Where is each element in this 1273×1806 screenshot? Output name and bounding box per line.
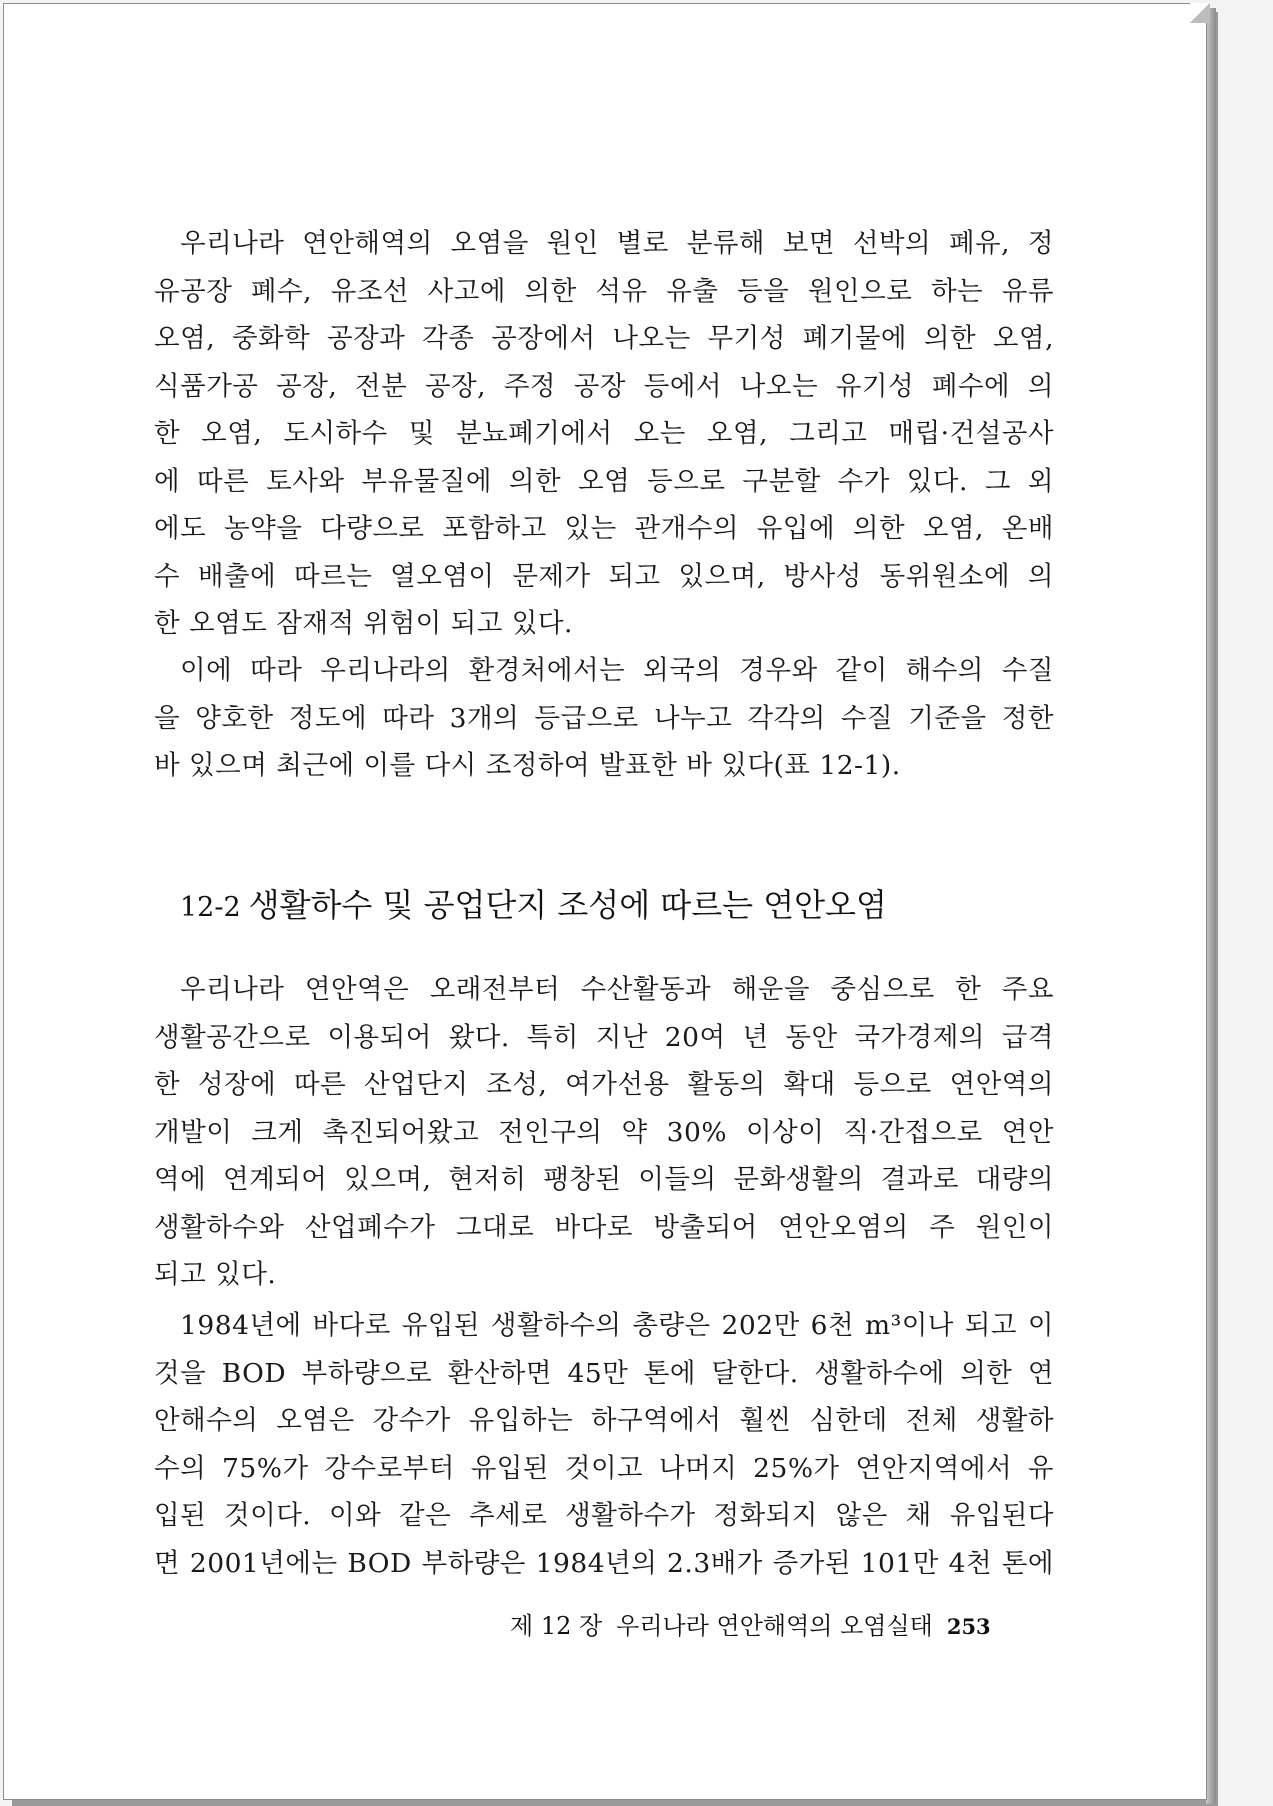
text-line: 바 있으며 최근에 이를 다시 조정하여 발표한 바 있다(표 12-1). — [154, 750, 901, 781]
running-footer — [510, 1606, 991, 1641]
section-title-text: 생활하수 및 공업단지 조성에 따르는 연안오염 — [248, 886, 887, 924]
paragraph-sewage-statistics — [154, 1302, 1054, 1587]
text-line: 역에 연계되어 있으며, 현저히 팽창된 이들의 문화생활의 결과로 대량의 — [154, 1164, 1054, 1195]
paragraph-pollution-sources — [154, 220, 1054, 648]
text-line: 에 따른 토사와 부유물질에 의한 오염 등으로 구분할 수가 있다. 그 외 — [154, 465, 1054, 497]
text-line: 유공장 폐수, 유조선 사고에 의한 석유 유출 등을 원인으로 하는 유류 — [154, 275, 1054, 307]
footer-chapter: 제 12 장 — [510, 1612, 603, 1640]
text-line: 생활하수와 산업폐수가 그대로 바다로 방출되어 연안오염의 주 원인이 — [154, 1211, 1054, 1243]
text-line: 입된 것이다. 이와 같은 추세로 생활하수가 정화되지 않은 채 유입된다 — [154, 1500, 1054, 1531]
paragraph-water-quality-grades — [154, 647, 1054, 790]
text-line: 면 2001년에는 BOD 부하량은 1984년의 2.3배가 증가된 101만 4천 톤에 — [154, 1547, 1054, 1579]
text-line: 수의 75%가 강수로부터 유입된 것이고 나머지 25%가 연안지역에서 유 — [154, 1452, 1054, 1484]
page-number: 253 — [946, 1614, 991, 1639]
text-line: 우리나라 연안역은 오래전부터 수산활동과 해운을 중심으로 한 주요 — [180, 974, 1054, 1005]
text-line: 개발이 크게 촉진되어왔고 전인구의 약 30% 이상이 직·간접으로 연안 — [154, 1116, 1054, 1148]
text-line: 우리나라 연안해역의 오염을 원인 별로 분류해 보면 선박의 폐유, 정 — [180, 228, 1054, 259]
text-line: 안해수의 오염은 강수가 유입하는 하구역에서 훨씬 심한데 전체 생활하 — [154, 1405, 1054, 1436]
text-line: 되고 있다. — [154, 1259, 277, 1290]
section-heading — [180, 880, 887, 926]
text-line: 오염, 중화학 공장과 각종 공장에서 나오는 무기성 폐기물에 의한 오염, — [154, 323, 1054, 354]
text-line: 생활공간으로 이용되어 왔다. 특히 지난 20여 년 동안 국가경제의 급격 — [154, 1021, 1054, 1053]
text-line: 수 배출에 따르는 열오염이 문제가 되고 있으며, 방사성 동위원소에 의 — [154, 560, 1054, 592]
page-edge — [1206, 8, 1216, 1804]
text-line: 1984년에 바다로 유입된 생활하수의 총량은 202만 6천 m³이나 되고 이 — [180, 1310, 1054, 1341]
text-line: 것을 BOD 부하량으로 환산하면 45만 톤에 달한다. 생활하수에 의한 연 — [154, 1357, 1054, 1389]
footer-title: 우리나라 연안해역의 오염실태 — [616, 1612, 933, 1640]
text-line: 한 성장에 따른 산업단지 조성, 여가선용 활동의 확대 등으로 연안역의 — [154, 1069, 1054, 1100]
page-corner-fold — [1190, 3, 1210, 23]
text-line: 이에 따라 우리나라의 환경처에서는 외국의 경우와 같이 해수의 수질 — [180, 655, 1054, 686]
text-line: 에도 농약을 다량으로 포함하고 있는 관개수의 유입에 의한 오염, 온배 — [154, 513, 1054, 544]
text-line: 한 오염도 잠재적 위험이 되고 있다. — [154, 608, 573, 639]
text-line: 식품가공 공장, 전분 공장, 주정 공장 등에서 나오는 유기성 폐수에 의 — [154, 370, 1054, 402]
text-line: 을 양호한 정도에 따라 3개의 등급으로 나누고 각각의 수질 기준을 정한 — [154, 702, 1054, 734]
text-line: 한 오염, 도시하수 및 분뇨폐기에서 오는 오염, 그리고 매립·건설공사 — [154, 418, 1054, 449]
paragraph-coastal-development — [154, 966, 1054, 1299]
section-number: 12-2 — [180, 892, 241, 923]
